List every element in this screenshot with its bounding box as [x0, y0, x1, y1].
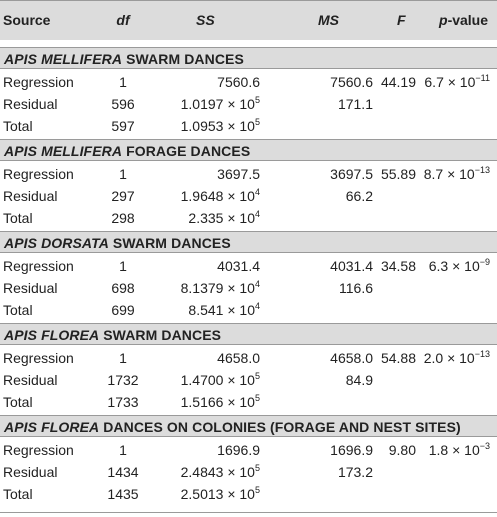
cell-p: [429, 258, 490, 274]
section-0-title-rest: SWARM DANCES: [122, 51, 244, 67]
cell-ss-exponent: 4: [254, 209, 260, 219]
cell-ss-exponent: 5: [254, 393, 260, 403]
cell-ss-value: 7560.6: [217, 74, 260, 90]
cell-ss-exponent: 4: [254, 301, 260, 311]
cell-df-value: 698: [111, 280, 135, 296]
cell-source: [3, 280, 57, 296]
cell-source: [3, 394, 33, 410]
cell-ms-value: 3697.5: [330, 166, 373, 182]
cell-source-value: Residual: [3, 464, 58, 480]
cell-p: [429, 442, 490, 458]
cell-source: [3, 302, 33, 318]
cell-p-value: 8.7 × 10: [423, 166, 475, 182]
section-2-header: [0, 231, 497, 253]
cell-source: [3, 372, 57, 388]
cell-source-value: Total: [3, 118, 33, 134]
cell-p-exponent: −13: [474, 165, 490, 175]
section-1-title-rest: FORAGE DANCES: [122, 143, 251, 159]
cell-ss-value: 3697.5: [217, 166, 260, 182]
cell-p-value: 6.3 × 10: [428, 258, 480, 274]
cell-ss-exponent: 5: [254, 95, 260, 105]
cell-source: [3, 464, 57, 480]
cell-p: [424, 350, 490, 366]
table-bottom-rule: [0, 512, 497, 513]
section-2-title: [4, 235, 231, 251]
cell-ss-value: 4658.0: [217, 350, 260, 366]
cell-ms-value: 1696.9: [330, 442, 373, 458]
cell-df: [103, 486, 143, 502]
cell-ms-value: 171.1: [337, 96, 373, 112]
header-df: df: [116, 12, 130, 28]
cell-ss-exponent: 5: [254, 485, 260, 495]
section-1-title: [4, 143, 250, 159]
section-0-title: [4, 51, 244, 67]
cell-ss-value: 4031.4: [217, 258, 260, 274]
cell-df: [103, 258, 143, 274]
section-2-title-rest: SWARM DANCES: [108, 235, 231, 251]
cell-ss: [181, 372, 260, 388]
cell-ms-value: 4658.0: [330, 350, 373, 366]
section-3-title: [4, 327, 221, 343]
cell-source: [3, 486, 33, 502]
cell-ms-value: 84.9: [345, 372, 373, 388]
cell-f-value: 9.80: [388, 442, 416, 458]
header-ss: SS: [196, 12, 215, 28]
cell-p-value: 1.8 × 10: [428, 442, 480, 458]
cell-ms: [339, 280, 373, 296]
cell-ss-exponent: 5: [254, 117, 260, 127]
cell-source-value: Total: [3, 302, 33, 318]
cell-source-value: Residual: [3, 280, 58, 296]
cell-p-exponent: −13: [474, 349, 490, 359]
cell-df-value: 297: [111, 188, 135, 204]
cell-ms-value: 116.6: [339, 280, 373, 296]
cell-df: [103, 118, 143, 134]
cell-ms: [346, 188, 373, 204]
cell-p-exponent: −11: [475, 73, 490, 83]
cell-source-value: Total: [3, 486, 33, 502]
cell-source: [3, 118, 33, 134]
cell-ss: [181, 188, 260, 204]
header-source: Source: [3, 12, 51, 28]
cell-df-value: 1: [119, 350, 127, 366]
section-1-header: [0, 139, 497, 161]
cell-ss-value: 8.541 × 10: [188, 302, 255, 318]
cell-df-value: 298: [111, 210, 135, 226]
cell-ms: [346, 372, 373, 388]
cell-ms: [330, 350, 373, 366]
cell-df-value: 1: [119, 258, 127, 274]
cell-df: [103, 280, 143, 296]
header-pvalue: [439, 12, 488, 28]
cell-ss-value: 1.5166 × 10: [180, 394, 255, 410]
cell-df-value: 597: [111, 118, 135, 134]
cell-source: [3, 350, 74, 366]
cell-ss: [217, 350, 260, 366]
cell-ss-value: 2.5013 × 10: [180, 486, 255, 502]
cell-ss-value: 1.0197 × 10: [180, 96, 255, 112]
cell-f-value: 55.89: [380, 166, 416, 182]
cell-df-value: 1: [119, 442, 127, 458]
cell-df: [103, 302, 143, 318]
cell-ss: [181, 464, 260, 480]
cell-ss-value: 2.4843 × 10: [180, 464, 255, 480]
cell-ss-exponent: 4: [254, 279, 260, 289]
cell-source-value: Regression: [3, 258, 74, 274]
cell-df-value: 1732: [107, 372, 139, 388]
cell-ms: [330, 74, 373, 90]
cell-df-value: 1: [119, 166, 127, 182]
cell-source-value: Regression: [3, 350, 74, 366]
cell-source: [3, 258, 74, 274]
cell-ss-value: 1.4700 × 10: [180, 372, 255, 388]
header-f: F: [397, 12, 406, 28]
section-3-header: [0, 323, 497, 345]
section-4-title: [4, 419, 461, 435]
cell-f-value: 54.88: [380, 350, 416, 366]
cell-df: [103, 210, 143, 226]
cell-df: [103, 464, 143, 480]
header-ms: MS: [318, 12, 339, 28]
cell-p-exponent: −3: [479, 441, 490, 451]
cell-ms-value: 7560.6: [330, 74, 373, 90]
cell-df: [103, 394, 143, 410]
cell-df-value: 1434: [107, 464, 139, 480]
cell-ms-value: 173.2: [337, 464, 373, 480]
cell-ss: [217, 442, 260, 458]
cell-ss-exponent: 5: [254, 463, 260, 473]
section-4-title-rest: DANCES ON COLONIES (FORAGE AND NEST SITES): [99, 419, 461, 435]
cell-f-value: 34.58: [380, 258, 416, 274]
cell-ss-value: 8.1379 × 10: [180, 280, 255, 296]
cell-source-value: Residual: [3, 188, 58, 204]
header-pvalue-rest: -value: [447, 12, 489, 28]
cell-df-value: 1435: [107, 486, 139, 502]
cell-p: [424, 166, 490, 182]
cell-ms-value: 66.2: [345, 188, 373, 204]
cell-f: [381, 350, 416, 366]
cell-source-value: Residual: [3, 372, 58, 388]
cell-df: [103, 350, 143, 366]
cell-source-value: Total: [3, 210, 33, 226]
cell-f: [381, 74, 416, 90]
cell-ss-value: 1696.9: [217, 442, 260, 458]
cell-df: [103, 372, 143, 388]
cell-f: [381, 166, 416, 182]
cell-ms: [338, 464, 373, 480]
cell-ss: [188, 302, 260, 318]
cell-source-value: Residual: [3, 96, 58, 112]
cell-source: [3, 210, 33, 226]
cell-df-value: 596: [111, 96, 135, 112]
cell-source: [3, 188, 57, 204]
cell-ms: [330, 442, 373, 458]
cell-source-value: Total: [3, 394, 33, 410]
cell-ms-value: 4031.4: [330, 258, 373, 274]
cell-p-exponent: −9: [479, 257, 490, 267]
section-3-title-rest: SWARM DANCES: [99, 327, 222, 343]
cell-ms: [330, 258, 373, 274]
section-3-title-species: APIS FLOREA: [4, 327, 100, 343]
cell-df-value: 1733: [107, 394, 139, 410]
cell-ss: [181, 486, 260, 502]
cell-ss: [217, 166, 260, 182]
cell-p: [424, 74, 490, 90]
cell-source-value: Regression: [3, 442, 74, 458]
cell-ss-exponent: 5: [254, 371, 260, 381]
cell-df: [103, 96, 143, 112]
cell-source: [3, 166, 74, 182]
section-0-header: [0, 47, 497, 69]
section-2-title-species: APIS DORSATA: [4, 235, 109, 251]
header-pvalue-p: p: [439, 12, 448, 28]
cell-source-value: Regression: [3, 74, 74, 90]
cell-ss: [188, 210, 260, 226]
cell-source-value: Regression: [3, 166, 74, 182]
cell-ss-value: 2.335 × 10: [188, 210, 255, 226]
cell-source: [3, 74, 74, 90]
cell-df: [103, 74, 143, 90]
section-0-title-species: APIS MELLIFERA: [4, 51, 123, 67]
cell-df: [103, 188, 143, 204]
cell-f: [381, 258, 416, 274]
cell-ss-value: 1.9648 × 10: [180, 188, 255, 204]
cell-ms: [338, 96, 373, 112]
section-4-title-species: APIS FLOREA: [4, 419, 100, 435]
cell-p-value: 6.7 × 10: [424, 74, 476, 90]
table-header: [0, 0, 497, 40]
cell-df-value: 699: [111, 302, 135, 318]
cell-ms: [330, 166, 373, 182]
cell-df-value: 1: [119, 74, 127, 90]
cell-ss: [181, 394, 260, 410]
cell-ss: [181, 118, 260, 134]
cell-source: [3, 442, 74, 458]
cell-ss: [181, 96, 260, 112]
cell-p-value: 2.0 × 10: [423, 350, 475, 366]
cell-df: [103, 442, 143, 458]
cell-f-value: 44.19: [380, 74, 416, 90]
cell-ss: [181, 280, 260, 296]
cell-f: [389, 442, 416, 458]
cell-df: [103, 166, 143, 182]
section-1-title-species: APIS MELLIFERA: [4, 143, 123, 159]
cell-ss-value: 1.0953 × 10: [180, 118, 255, 134]
cell-source: [3, 96, 57, 112]
section-4-header: [0, 415, 497, 437]
cell-ss-exponent: 4: [254, 187, 260, 197]
cell-ss: [217, 74, 260, 90]
cell-ss: [217, 258, 260, 274]
